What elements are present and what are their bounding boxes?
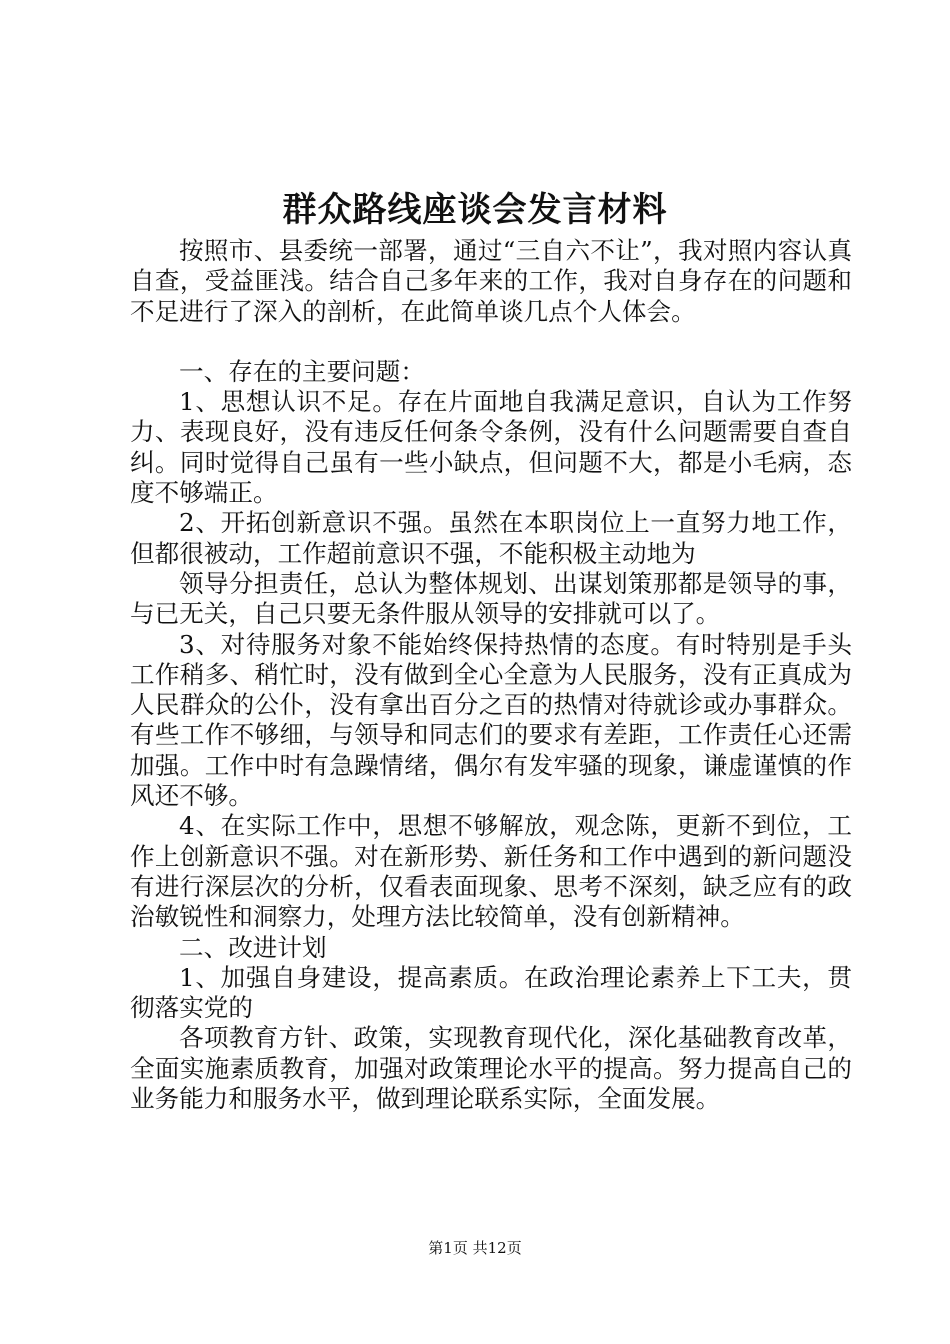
section-heading-plan: 二、改进计划 [179,932,327,962]
paragraph-problem-3: 3、对待服务对象不能始终保持热情的态度。有时特别是手头工作稍多、稍忙时，没有做到全心全意为人民服务，没有正真成为人民群众的公仆，没有拿出百分之百的热情对待就诊或办事群众。有些工作不够细，与领导和同志们的要求有差距，工作责任心还需加强。工作中时有急躁情绪，偶尔有发牢骚的现象，谦虚谨慎的作风还不够。 [130,629,852,811]
paragraph-problem-2: 2、开拓创新意识不强。虽然在本职岗位上一直努力地工作，但都很被动，工作超前意识不强，不能积极主动地为 [130,508,852,568]
paragraph-problem-1: 1、思想认识不足。存在片面地自我满足意识，自认为工作努力、表现良好，没有违反任何条令条例，没有什么问题需要自查自纠。同时觉得自己虽有一些小缺点，但问题不大，都是小毛病，态度不够端正。 [130,387,852,508]
section-heading-problems: 一、存在的主要问题： [179,356,425,386]
document-title: 群众路线座谈会发言材料 [282,190,668,230]
page-number-footer: 第1页 共12页 [428,1239,522,1257]
document-body [130,236,852,1114]
paragraph-plan-1-continued: 各项教育方针、政策，实现教育现代化，深化基础教育改革，全面实施素质教育，加强对政策理论水平的提高。努力提高自己的业务能力和服务水平，做到理论联系实际，全面发展。 [130,1023,852,1114]
paragraph-problem-2-continued: 领导分担责任，总认为整体规划、出谋划策那都是领导的事，与已无关，自己只要无条件服从领导的安排就可以了。 [130,568,852,629]
paragraph-problem-4: 4、在实际工作中，思想不够解放，观念陈，更新不到位，工作上创新意识不强。对在新形势、新任务和工作中遇到的新问题没有进行深层次的分析，仅看表面现象、思考不深刻，缺乏应有的政治敏锐性和洞察力，处理方法比较简单，没有创新精神。 [130,811,852,932]
paragraph-plan-1: 1、加强自身建设，提高素质。在政治理论素养上下工夫，贯彻落实党的 [130,962,852,1023]
paragraph-intro: 按照市、县委统一部署，通过“三自六不让”，我对照内容认真自查，受益匪浅。结合自己多年来的工作，我对自身存在的问题和不足进行了深入的剖析，在此简单谈几点个人体会。 [130,236,852,326]
